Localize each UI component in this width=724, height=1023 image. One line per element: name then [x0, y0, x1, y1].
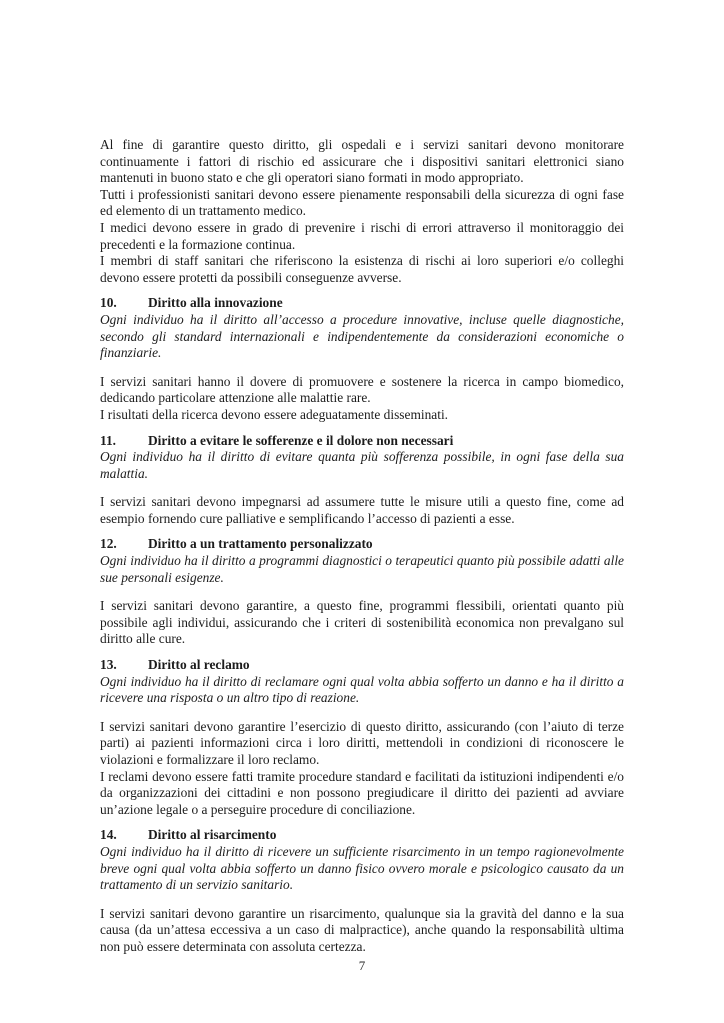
- section-title: Diritto a un trattamento personalizzato: [148, 536, 373, 552]
- section-number: 11.: [100, 432, 116, 448]
- page-number: 7: [358, 958, 366, 973]
- body-paragraph: I servizi sanitari devono impegnarsi ad assumere tutte le misure utili a questo fine, come ad esempio fornendo cure palliative e semplificando l’accesso di pazienti a esse.: [100, 494, 624, 526]
- section-body: [100, 906, 624, 956]
- principle-text: Ogni individuo ha il diritto all’accesso a procedure innovative, incluse quelle diagnostiche, secondo gli standard internazionali e indipendentemente da considerazioni economiche o finanziarie.: [100, 311, 624, 361]
- section-heading: [100, 536, 624, 553]
- section-heading: [100, 433, 624, 450]
- body-paragraph: I risultati della ricerca devono essere adeguatamente disseminati.: [100, 406, 449, 422]
- intro-paragraph: Tutti i professionisti sanitari devono essere pienamente responsabili della sicurezza di ogni fase ed elemento di un trattamento medico.: [100, 186, 624, 219]
- body-paragraph: I servizi sanitari devono garantire l’esercizio di questo diritto, assicurando (con l’aiuto di terze parti) ai pazienti informazioni circa i loro diritti, mettendoli in condizioni di riconoscere le violazioni e formalizzare il loro reclamo.: [100, 718, 624, 767]
- section-body: [100, 719, 624, 819]
- section-14: [100, 827, 624, 955]
- principle-text: Ogni individuo ha il diritto a programmi diagnostici o terapeutici quanto più possibile adatti alle sue personali esigenze.: [100, 553, 624, 585]
- intro-block: [100, 137, 624, 286]
- section-title: Diritto al reclamo: [148, 657, 250, 673]
- section-number: 13.: [100, 657, 117, 673]
- body-paragraph: I servizi sanitari devono garantire un risarcimento, qualunque sia la gravità del danno e la sua causa (da un’attesa eccessiva a un caso di malpractice), anche quando la responsabilità ultima non può essere determinata con assoluta certezza.: [100, 905, 624, 954]
- page-footer: [0, 958, 724, 975]
- principle-text: Ogni individuo ha il diritto di evitare quanta più sofferenza possibile, in ogni fase della sua malattia.: [100, 449, 624, 481]
- body-paragraph: I servizi sanitari hanno il dovere di promuovere e sostenere la ricerca in campo biomedico, dedicando particolare attenzione alle malattie rare.: [100, 373, 624, 406]
- section-number: 14.: [100, 827, 117, 843]
- section-heading: [100, 827, 624, 844]
- section-body: [100, 494, 624, 527]
- principle-text: Ogni individuo ha il diritto di ricevere un sufficiente risarcimento in un tempo ragionevolmente breve ogni qual volta abbia sofferto un danno fisico ovvero morale e psicologico causato da un trattamento di un servizio sanitario.: [100, 843, 624, 893]
- section-title: Diritto a evitare le sofferenze e il dolore non necessari: [148, 432, 454, 448]
- section-title: Diritto al risarcimento: [148, 827, 277, 843]
- intro-paragraph: Al fine di garantire questo diritto, gli ospedali e i servizi sanitari devono monitorare continuamente i fattori di rischio ed assicurare che i dispositivi sanitari elettronici siano mantenuti in buono stato e che gli operatori siano formati in modo appropriato.: [100, 137, 624, 186]
- section-heading: [100, 295, 624, 312]
- principle-text: Ogni individuo ha il diritto di reclamare ogni qual volta abbia sofferto un danno e ha il diritto a ricevere una risposta o un altro tipo di reazione.: [100, 673, 624, 706]
- section-heading: [100, 657, 624, 674]
- section-title: Diritto alla innovazione: [148, 295, 283, 311]
- body-paragraph: I reclami devono essere fatti tramite procedure standard e facilitati da istituzioni indipendenti e/o da organizzazioni dei cittadini e non possono pregiudicare il diritto dei pazienti ad avviare un’azione legale o a perseguire procedure di conciliazione.: [100, 768, 624, 817]
- section-number: 10.: [100, 295, 117, 311]
- section-number: 12.: [100, 536, 117, 552]
- intro-paragraph: I membri di staff sanitari che riferiscono la esistenza di rischi ai loro superiori e/o colleghi devono essere protetti da possibili conseguenze avverse.: [100, 253, 624, 285]
- section-12: [100, 536, 624, 648]
- section-13: [100, 657, 624, 818]
- section-11: [100, 433, 624, 528]
- section-10: [100, 295, 624, 423]
- body-paragraph: I servizi sanitari devono garantire, a questo fine, programmi flessibili, orientati quanto più possibile agli individui, assicurando che i criteri di sostenibilità economica non prevalgano sul diritto alle cure.: [100, 598, 624, 647]
- section-body: [100, 374, 624, 424]
- section-body: [100, 598, 624, 648]
- intro-paragraph: I medici devono essere in grado di prevenire i rischi di errori attraverso il monitoraggio dei precedenti e la formazione continua.: [100, 219, 624, 252]
